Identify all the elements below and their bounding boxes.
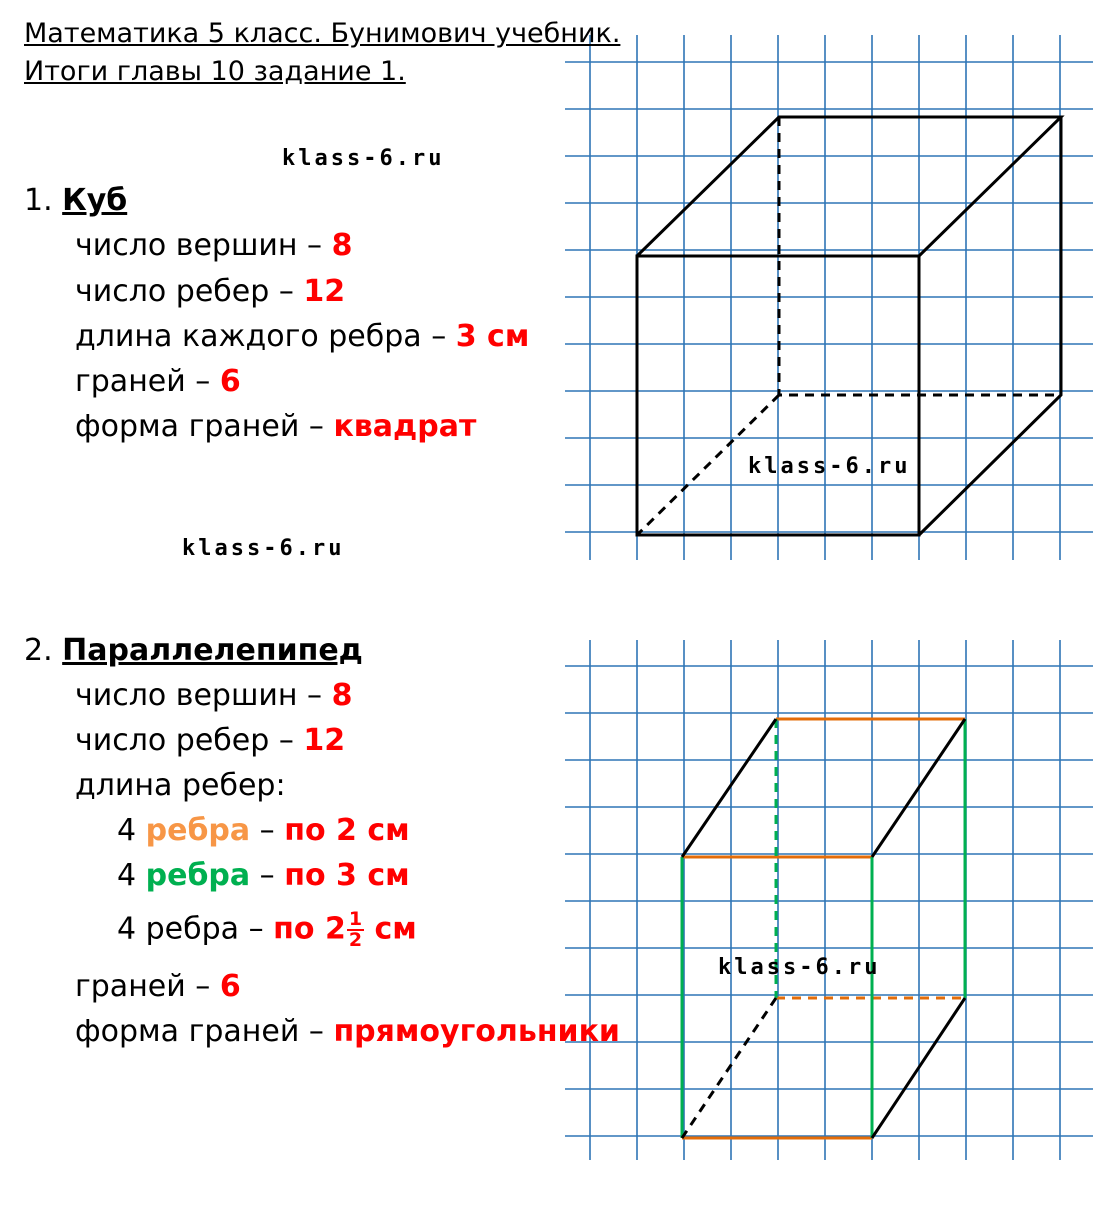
cube-top-face-edges bbox=[637, 117, 1061, 256]
box-vertices-row bbox=[75, 679, 352, 714]
row-label: число ребер – bbox=[75, 723, 304, 758]
box-face-shape-row bbox=[75, 1015, 620, 1050]
row-value: 6 bbox=[219, 364, 241, 399]
box-edge-lengths-label: длина ребер: bbox=[75, 768, 286, 803]
cube-right-face-edges bbox=[919, 117, 1061, 535]
orange-edges-row bbox=[117, 814, 410, 849]
dash: – bbox=[250, 813, 285, 848]
edge-word: ребра bbox=[145, 813, 251, 848]
box-edges-row bbox=[75, 724, 345, 759]
section1-number: 1. bbox=[24, 183, 53, 218]
header-line-2: Итоги главы 10 задание 1. bbox=[24, 56, 406, 87]
edge-count: 4 bbox=[117, 813, 137, 848]
parallelepiped-figure bbox=[682, 719, 965, 1138]
cube-vertices-row bbox=[75, 229, 352, 264]
row-label: граней – bbox=[75, 969, 220, 1004]
section1-title: Куб bbox=[62, 183, 128, 218]
fraction-denominator: 2 bbox=[348, 929, 363, 951]
watermark-text: klass-6.ru bbox=[182, 536, 345, 561]
header-line-1: Математика 5 класс. Бунимович учебник. bbox=[24, 18, 621, 49]
row-label: граней – bbox=[75, 364, 220, 399]
row-value: 12 bbox=[303, 274, 346, 309]
row-label: число ребер – bbox=[75, 274, 304, 309]
row-value: прямоугольники bbox=[333, 1014, 620, 1049]
row-value: 6 bbox=[219, 969, 241, 1004]
section2-title: Параллелепипед bbox=[62, 633, 363, 668]
edge-length-unit: см bbox=[364, 911, 417, 947]
grid-top bbox=[565, 35, 1093, 560]
edge-word: ребра bbox=[145, 858, 251, 893]
row-value: 12 bbox=[303, 723, 346, 758]
section1-heading bbox=[24, 184, 127, 219]
dash: – bbox=[239, 911, 274, 947]
edge-length: по 3 см bbox=[284, 858, 410, 893]
row-value: квадрат bbox=[333, 409, 477, 444]
black-edges-row bbox=[117, 910, 417, 950]
row-value: 8 bbox=[331, 228, 353, 263]
fraction bbox=[347, 910, 364, 950]
watermark-text: klass-6.ru bbox=[282, 146, 445, 171]
edge-word: ребра bbox=[145, 911, 240, 947]
cube-face-shape-row bbox=[75, 410, 476, 445]
edge-count: 4 bbox=[117, 911, 137, 947]
section2-number: 2. bbox=[24, 633, 53, 668]
edge-length-whole: по 2 bbox=[273, 911, 346, 947]
fraction-numerator: 1 bbox=[348, 908, 363, 930]
cube-faces-row bbox=[75, 365, 241, 400]
row-label: форма граней – bbox=[75, 409, 334, 444]
watermark-text: klass-6.ru bbox=[748, 454, 911, 479]
row-label: длина каждого ребра – bbox=[75, 319, 456, 354]
black-hidden-edge bbox=[682, 998, 776, 1138]
row-label: число вершин – bbox=[75, 678, 332, 713]
green-edges-row bbox=[117, 859, 410, 894]
row-value: 3 см bbox=[455, 319, 530, 354]
edge-count: 4 bbox=[117, 858, 137, 893]
watermark-text: klass-6.ru bbox=[718, 955, 881, 980]
cube-edge-length-row bbox=[75, 320, 529, 355]
row-label: форма граней – bbox=[75, 1014, 334, 1049]
section2-heading bbox=[24, 634, 363, 669]
row-label: число вершин – bbox=[75, 228, 332, 263]
edge-length: по 2 см bbox=[284, 813, 410, 848]
box-faces-row bbox=[75, 970, 241, 1005]
row-value: 8 bbox=[331, 678, 353, 713]
black-edges bbox=[682, 719, 965, 1138]
dash: – bbox=[250, 858, 285, 893]
cube-edges-row bbox=[75, 275, 345, 310]
